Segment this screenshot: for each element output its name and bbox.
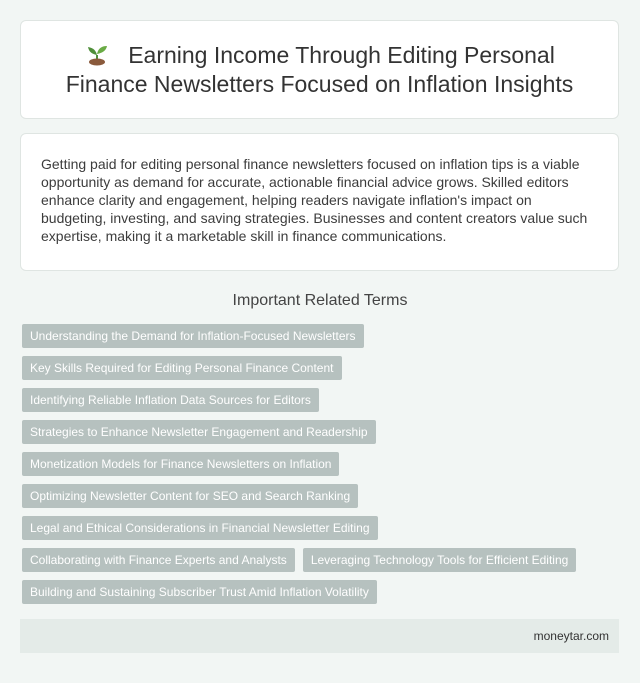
related-terms-heading: Important Related Terms bbox=[232, 292, 408, 309]
term-tag[interactable]: Legal and Ethical Considerations in Financial Newsletter Editing bbox=[22, 516, 378, 540]
term-tag[interactable]: Strategies to Enhance Newsletter Engagement and Readership bbox=[22, 420, 376, 444]
term-tag[interactable]: Building and Sustaining Subscriber Trust Amid Inflation Volatility bbox=[22, 580, 377, 604]
term-tag[interactable]: Monetization Models for Finance Newsletters on Inflation bbox=[22, 452, 339, 476]
sprout-icon bbox=[84, 42, 110, 66]
term-tag[interactable]: Leveraging Technology Tools for Efficient Editing bbox=[303, 548, 577, 572]
footer bbox=[20, 619, 619, 653]
intro-card bbox=[20, 133, 619, 271]
page-title bbox=[45, 41, 594, 99]
title-text: Earning Income Through Editing Personal Finance Newsletters Focused on Inflation Insights bbox=[65, 41, 574, 97]
intro-paragraph: Getting paid for editing personal finance newsletters focused on inflation tips is a viable opportunity as demand for accurate, actionable financial advice grows. Skilled editors enhance clarity and engagement, helping readers navigate inflation's impact on budgeting, investing, and saving strategies. Businesses and content creators value such expertise, making it a marketable skill in finance communications. bbox=[41, 156, 588, 244]
term-tag[interactable]: Optimizing Newsletter Content for SEO and Search Ranking bbox=[22, 484, 358, 508]
title-card bbox=[20, 20, 619, 119]
term-tag[interactable]: Understanding the Demand for Inflation-Focused Newsletters bbox=[22, 324, 364, 348]
term-tag[interactable]: Identifying Reliable Inflation Data Sources for Editors bbox=[22, 388, 319, 412]
term-tag[interactable]: Key Skills Required for Editing Personal Finance Content bbox=[22, 356, 342, 380]
related-terms-list bbox=[22, 324, 622, 604]
footer-site-link[interactable]: moneytar.com bbox=[533, 629, 609, 643]
term-tag[interactable]: Collaborating with Finance Experts and Analysts bbox=[22, 548, 295, 572]
